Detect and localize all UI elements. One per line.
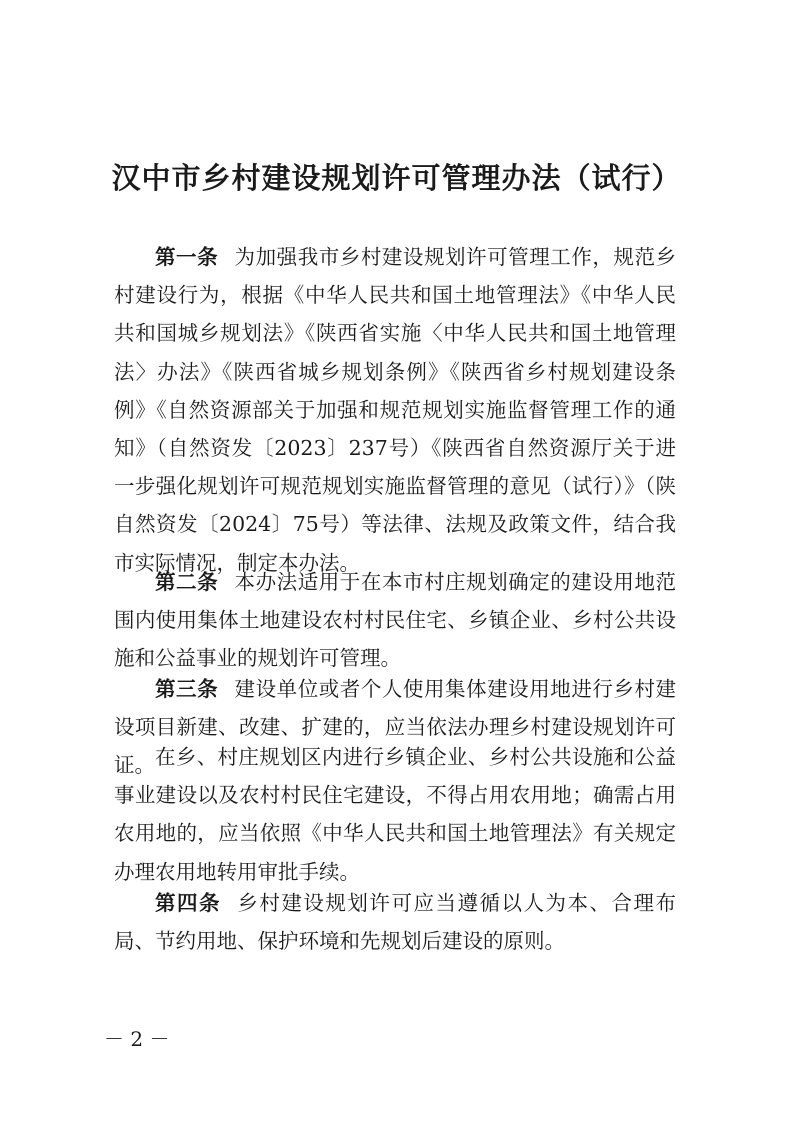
document-title: 汉中市乡村建设规划许可管理办法（试行）	[111, 161, 682, 195]
article-4-label: 第四条	[155, 891, 222, 915]
article-2-paragraph	[114, 563, 676, 678]
article-4-text: 乡村建设规划许可应当遵循以人为本、合理布局、节约用地、保护环境和先规划后建设的原则。	[114, 891, 676, 954]
article-3-label: 第三条	[155, 677, 219, 701]
article-1-label: 第一条	[155, 245, 219, 269]
article-2-text: 本办法适用于在本市村庄规划确定的建设用地范围内使用集体土地建设农村村民住宅、乡镇企业、乡村公共设施和公益事业的规划许可管理。	[114, 570, 677, 671]
article-1-text: 为加强我市乡村建设规划许可管理工作，规范乡村建设行为，根据《中华人民共和国土地管理法》《中华人民共和国城乡规划法》《陕西省实施〈中华人民共和国土地管理法〉办法》《陕西省城乡规划条例》《陕西省乡村规划建设条例》《自然资源部关于加强和规范规划实施监督管理工作的通知》（自然资发〔2023〕237号）《陕西省自然资源厅关于进一步强化规划许可规范规划实施监督管理的意见（试行）》（陕自然资发〔2024〕75号）等法律、法规及政策文件，结合我市实际情况，制定本办法。	[114, 245, 677, 575]
article-1-paragraph	[114, 238, 676, 582]
article-2-label: 第二条	[155, 570, 219, 594]
article-4-paragraph	[114, 884, 676, 960]
article-3-text: 建设单位或者个人使用集体建设用地进行乡村建设项目新建、改建、扩建的，应当依法办理乡村建设规划许可证。	[114, 677, 677, 778]
page-number: － 2 －	[104, 1027, 170, 1051]
article-3-continuation: 在乡、村庄规划区内进行乡镇企业、乡村公共设施和公益事业建设以及农村村民住宅建设，不得占用农用地；确需占用农用地的，应当依照《中华人民共和国土地管理法》有关规定办理农用地转用审批手续。	[114, 745, 676, 884]
